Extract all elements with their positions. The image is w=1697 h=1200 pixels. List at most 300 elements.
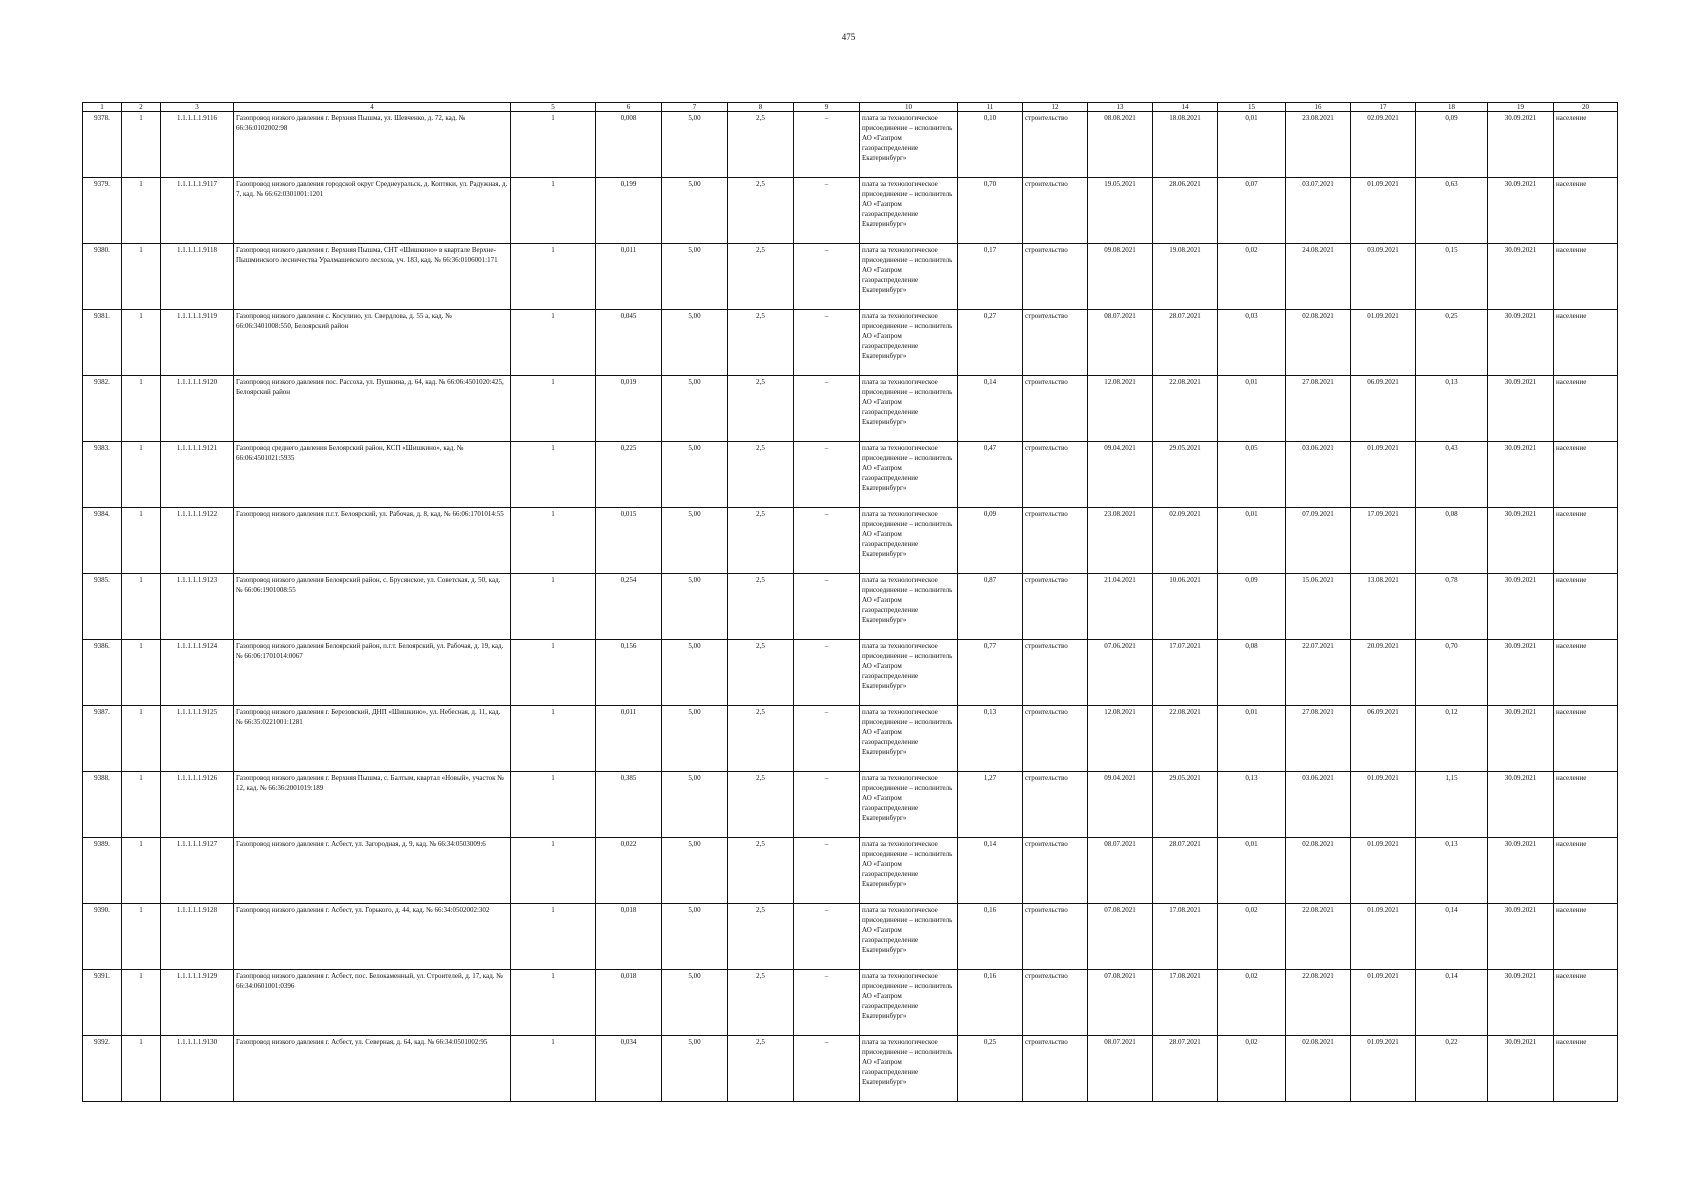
cell-consumer-category: население bbox=[1554, 772, 1618, 838]
cell-start-date: 07.08.2021 bbox=[1088, 904, 1153, 970]
cell-diameter: 2,5 bbox=[728, 1036, 794, 1102]
cell-capacity: – bbox=[794, 772, 860, 838]
cell-start-date: 07.08.2021 bbox=[1088, 970, 1153, 1036]
cell-diameter: 2,5 bbox=[728, 970, 794, 1036]
table-row bbox=[83, 1036, 1618, 1102]
cell-capacity: – bbox=[794, 112, 860, 178]
cell-design-cost: 0,01 bbox=[1218, 376, 1286, 442]
cell-construction-start: 03.06.2021 bbox=[1286, 772, 1351, 838]
cell-funding-source: плата за технологическое присоединение – исполнитель АО «Газпром газораспределение Екатеринбург» bbox=[860, 508, 958, 574]
cell-unit-count: 1 bbox=[511, 310, 596, 376]
column-header-18: 18 bbox=[1416, 103, 1488, 112]
cell-unit-count: 1 bbox=[511, 1036, 596, 1102]
cell-length-km: 0,018 bbox=[596, 970, 662, 1036]
cell-object-description: Газопровод низкого давления г. Асбест, ул. Горького, д. 44, кад. № 66:34:0502002:302 bbox=[234, 904, 511, 970]
cell-diameter: 2,5 bbox=[728, 706, 794, 772]
column-header-17: 17 bbox=[1351, 103, 1416, 112]
cell-object-code: 1.1.1.1.1.9128 bbox=[161, 904, 234, 970]
cell-funding-source: плата за технологическое присоединение – исполнитель АО «Газпром газораспределение Екатеринбург» bbox=[860, 574, 958, 640]
cell-funding-source: плата за технологическое присоединение – исполнитель АО «Газпром газораспределение Екатеринбург» bbox=[860, 904, 958, 970]
cell-quantity: 1 bbox=[122, 904, 161, 970]
table-row bbox=[83, 112, 1618, 178]
cell-capacity: – bbox=[794, 838, 860, 904]
cell-construction-cost: 0,78 bbox=[1416, 574, 1488, 640]
table-row bbox=[83, 310, 1618, 376]
cell-work-type: строительство bbox=[1023, 838, 1088, 904]
cell-row-number: 9392. bbox=[83, 1036, 122, 1102]
cell-work-type: строительство bbox=[1023, 178, 1088, 244]
cell-start-date: 08.07.2021 bbox=[1088, 1036, 1153, 1102]
cell-diameter: 2,5 bbox=[728, 310, 794, 376]
cell-work-type: строительство bbox=[1023, 376, 1088, 442]
cell-pressure: 5,00 bbox=[662, 376, 728, 442]
cell-pressure: 5,00 bbox=[662, 508, 728, 574]
cell-design-cost: 0,09 bbox=[1218, 574, 1286, 640]
cell-construction-start: 27.08.2021 bbox=[1286, 706, 1351, 772]
cell-quantity: 1 bbox=[122, 244, 161, 310]
cell-object-code: 1.1.1.1.1.9126 bbox=[161, 772, 234, 838]
cell-consumer-category: население bbox=[1554, 376, 1618, 442]
cell-construction-cost: 0,13 bbox=[1416, 838, 1488, 904]
cell-funding-source: плата за технологическое присоединение – исполнитель АО «Газпром газораспределение Екатеринбург» bbox=[860, 1036, 958, 1102]
cell-start-date: 09.08.2021 bbox=[1088, 244, 1153, 310]
cell-unit-count: 1 bbox=[511, 508, 596, 574]
cell-funding-source: плата за технологическое присоединение – исполнитель АО «Газпром газораспределение Екатеринбург» bbox=[860, 244, 958, 310]
cell-quantity: 1 bbox=[122, 838, 161, 904]
cell-consumer-category: население bbox=[1554, 112, 1618, 178]
cell-consumer-category: население bbox=[1554, 508, 1618, 574]
cell-end-date: 28.07.2021 bbox=[1153, 1036, 1218, 1102]
cell-pressure: 5,00 bbox=[662, 706, 728, 772]
cell-object-code: 1.1.1.1.1.9127 bbox=[161, 838, 234, 904]
cell-design-cost: 0,01 bbox=[1218, 112, 1286, 178]
cell-cost: 0,14 bbox=[958, 376, 1023, 442]
cell-end-date: 22.08.2021 bbox=[1153, 706, 1218, 772]
cell-capacity: – bbox=[794, 574, 860, 640]
cell-quantity: 1 bbox=[122, 508, 161, 574]
cell-object-description: Газопровод низкого давления г. Асбест, ул. Загородная, д. 9, кад. № 66:34:0503009:6 bbox=[234, 838, 511, 904]
cell-construction-cost: 0,14 bbox=[1416, 904, 1488, 970]
cell-construction-end: 01.09.2021 bbox=[1351, 904, 1416, 970]
cell-consumer-category: население bbox=[1554, 706, 1618, 772]
cell-funding-source: плата за технологическое присоединение – исполнитель АО «Газпром газораспределение Екатеринбург» bbox=[860, 112, 958, 178]
cell-end-date: 28.06.2021 bbox=[1153, 178, 1218, 244]
cell-consumer-category: население bbox=[1554, 574, 1618, 640]
cell-design-cost: 0,05 bbox=[1218, 442, 1286, 508]
cell-object-code: 1.1.1.1.1.9124 bbox=[161, 640, 234, 706]
cell-row-number: 9388. bbox=[83, 772, 122, 838]
cell-construction-end: 20.09.2021 bbox=[1351, 640, 1416, 706]
cell-work-type: строительство bbox=[1023, 904, 1088, 970]
cell-row-number: 9385. bbox=[83, 574, 122, 640]
cell-construction-cost: 0,43 bbox=[1416, 442, 1488, 508]
cell-unit-count: 1 bbox=[511, 376, 596, 442]
cell-length-km: 0,019 bbox=[596, 376, 662, 442]
cell-pressure: 5,00 bbox=[662, 574, 728, 640]
table-row bbox=[83, 376, 1618, 442]
cell-length-km: 0,008 bbox=[596, 112, 662, 178]
table-row bbox=[83, 442, 1618, 508]
cell-row-number: 9383. bbox=[83, 442, 122, 508]
cell-cost: 0,10 bbox=[958, 112, 1023, 178]
table-row bbox=[83, 772, 1618, 838]
cell-end-date: 19.08.2021 bbox=[1153, 244, 1218, 310]
cell-start-date: 08.08.2021 bbox=[1088, 112, 1153, 178]
cell-construction-cost: 0,08 bbox=[1416, 508, 1488, 574]
cell-cost: 0,77 bbox=[958, 640, 1023, 706]
cell-funding-source: плата за технологическое присоединение – исполнитель АО «Газпром газораспределение Екатеринбург» bbox=[860, 376, 958, 442]
cell-pressure: 5,00 bbox=[662, 838, 728, 904]
cell-work-type: строительство bbox=[1023, 574, 1088, 640]
cell-quantity: 1 bbox=[122, 442, 161, 508]
cell-length-km: 0,225 bbox=[596, 442, 662, 508]
cell-end-date: 29.05.2021 bbox=[1153, 442, 1218, 508]
cell-length-km: 0,034 bbox=[596, 1036, 662, 1102]
cell-work-type: строительство bbox=[1023, 706, 1088, 772]
column-header-7: 7 bbox=[662, 103, 728, 112]
cell-construction-cost: 0,25 bbox=[1416, 310, 1488, 376]
cell-diameter: 2,5 bbox=[728, 838, 794, 904]
cell-cost: 0,47 bbox=[958, 442, 1023, 508]
table-row bbox=[83, 970, 1618, 1036]
cell-object-code: 1.1.1.1.1.9119 bbox=[161, 310, 234, 376]
cell-end-date: 02.09.2021 bbox=[1153, 508, 1218, 574]
cell-start-date: 09.04.2021 bbox=[1088, 442, 1153, 508]
cell-capacity: – bbox=[794, 970, 860, 1036]
cell-funding-source: плата за технологическое присоединение – исполнитель АО «Газпром газораспределение Екатеринбург» bbox=[860, 970, 958, 1036]
cell-commissioning-date: 30.09.2021 bbox=[1488, 1036, 1554, 1102]
cell-design-cost: 0,01 bbox=[1218, 838, 1286, 904]
cell-quantity: 1 bbox=[122, 376, 161, 442]
cell-commissioning-date: 30.09.2021 bbox=[1488, 508, 1554, 574]
cell-quantity: 1 bbox=[122, 970, 161, 1036]
column-header-19: 19 bbox=[1488, 103, 1554, 112]
cell-construction-end: 01.09.2021 bbox=[1351, 442, 1416, 508]
cell-pressure: 5,00 bbox=[662, 640, 728, 706]
cell-commissioning-date: 30.09.2021 bbox=[1488, 574, 1554, 640]
cell-start-date: 19.05.2021 bbox=[1088, 178, 1153, 244]
cell-construction-end: 01.09.2021 bbox=[1351, 310, 1416, 376]
cell-funding-source: плата за технологическое присоединение – исполнитель АО «Газпром газораспределение Екатеринбург» bbox=[860, 706, 958, 772]
cell-start-date: 07.06.2021 bbox=[1088, 640, 1153, 706]
cell-consumer-category: население bbox=[1554, 970, 1618, 1036]
cell-length-km: 0,156 bbox=[596, 640, 662, 706]
cell-end-date: 29.05.2021 bbox=[1153, 772, 1218, 838]
cell-funding-source: плата за технологическое присоединение – исполнитель АО «Газпром газораспределение Екатеринбург» bbox=[860, 310, 958, 376]
cell-design-cost: 0,02 bbox=[1218, 1036, 1286, 1102]
page-number: 475 bbox=[841, 32, 856, 42]
cell-unit-count: 1 bbox=[511, 640, 596, 706]
cell-consumer-category: население bbox=[1554, 310, 1618, 376]
cell-object-description: Газопровод низкого давления г. Асбест, ул. Северная, д. 64, кад. № 66:34:0501002:95 bbox=[234, 1036, 511, 1102]
cell-start-date: 23.08.2021 bbox=[1088, 508, 1153, 574]
cell-pressure: 5,00 bbox=[662, 112, 728, 178]
cell-construction-cost: 0,22 bbox=[1416, 1036, 1488, 1102]
cell-object-description: Газопровод низкого давления г. Верхняя Пышма, с. Балтым, квартал «Новый», участок № 12, кад. № 66:36:2001019:189 bbox=[234, 772, 511, 838]
table-row bbox=[83, 244, 1618, 310]
cell-diameter: 2,5 bbox=[728, 574, 794, 640]
cell-construction-cost: 0,15 bbox=[1416, 244, 1488, 310]
cell-pressure: 5,00 bbox=[662, 970, 728, 1036]
cell-row-number: 9390. bbox=[83, 904, 122, 970]
cell-end-date: 28.07.2021 bbox=[1153, 838, 1218, 904]
cell-construction-start: 22.08.2021 bbox=[1286, 970, 1351, 1036]
cell-length-km: 0,022 bbox=[596, 838, 662, 904]
cell-diameter: 2,5 bbox=[728, 178, 794, 244]
cell-construction-end: 06.09.2021 bbox=[1351, 706, 1416, 772]
cell-capacity: – bbox=[794, 640, 860, 706]
cell-design-cost: 0,01 bbox=[1218, 508, 1286, 574]
cell-construction-cost: 0,09 bbox=[1416, 112, 1488, 178]
cell-cost: 0,87 bbox=[958, 574, 1023, 640]
cell-cost: 0,16 bbox=[958, 970, 1023, 1036]
cell-construction-end: 17.09.2021 bbox=[1351, 508, 1416, 574]
cell-consumer-category: население bbox=[1554, 838, 1618, 904]
cell-start-date: 12.08.2021 bbox=[1088, 706, 1153, 772]
table-row bbox=[83, 838, 1618, 904]
table-row bbox=[83, 508, 1618, 574]
cell-capacity: – bbox=[794, 178, 860, 244]
column-header-12: 12 bbox=[1023, 103, 1088, 112]
cell-construction-cost: 0,12 bbox=[1416, 706, 1488, 772]
cell-commissioning-date: 30.09.2021 bbox=[1488, 112, 1554, 178]
cell-work-type: строительство bbox=[1023, 244, 1088, 310]
cell-commissioning-date: 30.09.2021 bbox=[1488, 244, 1554, 310]
cell-funding-source: плата за технологическое присоединение – исполнитель АО «Газпром газораспределение Екатеринбург» bbox=[860, 772, 958, 838]
cell-quantity: 1 bbox=[122, 1036, 161, 1102]
cell-cost: 0,13 bbox=[958, 706, 1023, 772]
cell-unit-count: 1 bbox=[511, 772, 596, 838]
cell-funding-source: плата за технологическое присоединение – исполнитель АО «Газпром газораспределение Екатеринбург» bbox=[860, 640, 958, 706]
cell-construction-end: 01.09.2021 bbox=[1351, 1036, 1416, 1102]
cell-consumer-category: население bbox=[1554, 640, 1618, 706]
cell-length-km: 0,015 bbox=[596, 508, 662, 574]
cell-cost: 0,25 bbox=[958, 1036, 1023, 1102]
cell-length-km: 0,254 bbox=[596, 574, 662, 640]
cell-quantity: 1 bbox=[122, 310, 161, 376]
cell-construction-end: 02.09.2021 bbox=[1351, 112, 1416, 178]
cell-consumer-category: население bbox=[1554, 1036, 1618, 1102]
cell-capacity: – bbox=[794, 244, 860, 310]
cell-row-number: 9391. bbox=[83, 970, 122, 1036]
cell-object-description: Газопровод низкого давления пос. Рассоха, ул. Пушкина, д. 64, кад. № 66:06:4501020:425, Белоярский район bbox=[234, 376, 511, 442]
cell-object-code: 1.1.1.1.1.9123 bbox=[161, 574, 234, 640]
table-body bbox=[83, 112, 1618, 1102]
cell-diameter: 2,5 bbox=[728, 376, 794, 442]
cell-construction-start: 24.08.2021 bbox=[1286, 244, 1351, 310]
cell-cost: 1,27 bbox=[958, 772, 1023, 838]
cell-end-date: 17.07.2021 bbox=[1153, 640, 1218, 706]
cell-quantity: 1 bbox=[122, 178, 161, 244]
column-number-row bbox=[83, 103, 1618, 112]
column-header-14: 14 bbox=[1153, 103, 1218, 112]
cell-object-description: Газопровод низкого давления Белоярский район, с. Брусянское, ул. Советская, д. 50, кад. № 66:06:1901008:55 bbox=[234, 574, 511, 640]
cell-capacity: – bbox=[794, 904, 860, 970]
cell-start-date: 12.08.2021 bbox=[1088, 376, 1153, 442]
cell-cost: 0,70 bbox=[958, 178, 1023, 244]
cell-design-cost: 0,02 bbox=[1218, 904, 1286, 970]
cell-construction-end: 01.09.2021 bbox=[1351, 838, 1416, 904]
cell-design-cost: 0,02 bbox=[1218, 244, 1286, 310]
cell-start-date: 08.07.2021 bbox=[1088, 838, 1153, 904]
cell-construction-start: 07.09.2021 bbox=[1286, 508, 1351, 574]
cell-consumer-category: население bbox=[1554, 244, 1618, 310]
cell-object-description: Газопровод низкого давления п.г.т. Белоярский, ул. Рабочая, д. 8, кад. № 66:06:1701014:55 bbox=[234, 508, 511, 574]
cell-start-date: 09.04.2021 bbox=[1088, 772, 1153, 838]
cell-object-code: 1.1.1.1.1.9120 bbox=[161, 376, 234, 442]
cell-row-number: 9382. bbox=[83, 376, 122, 442]
cell-length-km: 0,385 bbox=[596, 772, 662, 838]
cell-funding-source: плата за технологическое присоединение – исполнитель АО «Газпром газораспределение Екатеринбург» bbox=[860, 178, 958, 244]
cell-construction-end: 01.09.2021 bbox=[1351, 178, 1416, 244]
cell-quantity: 1 bbox=[122, 112, 161, 178]
cell-start-date: 21.04.2021 bbox=[1088, 574, 1153, 640]
cell-work-type: строительство bbox=[1023, 442, 1088, 508]
cell-diameter: 2,5 bbox=[728, 904, 794, 970]
column-header-3: 3 bbox=[161, 103, 234, 112]
cell-commissioning-date: 30.09.2021 bbox=[1488, 640, 1554, 706]
cell-unit-count: 1 bbox=[511, 574, 596, 640]
cell-length-km: 0,199 bbox=[596, 178, 662, 244]
cell-row-number: 9380. bbox=[83, 244, 122, 310]
cell-end-date: 17.08.2021 bbox=[1153, 904, 1218, 970]
cell-commissioning-date: 30.09.2021 bbox=[1488, 706, 1554, 772]
cell-construction-cost: 1,15 bbox=[1416, 772, 1488, 838]
cell-cost: 0,14 bbox=[958, 838, 1023, 904]
table-row bbox=[83, 904, 1618, 970]
cell-commissioning-date: 30.09.2021 bbox=[1488, 178, 1554, 244]
cell-end-date: 28.07.2021 bbox=[1153, 310, 1218, 376]
investment-program-table bbox=[82, 102, 1618, 1102]
column-header-8: 8 bbox=[728, 103, 794, 112]
column-header-16: 16 bbox=[1286, 103, 1351, 112]
cell-work-type: строительство bbox=[1023, 112, 1088, 178]
cell-diameter: 2,5 bbox=[728, 244, 794, 310]
cell-construction-end: 06.09.2021 bbox=[1351, 376, 1416, 442]
cell-funding-source: плата за технологическое присоединение – исполнитель АО «Газпром газораспределение Екатеринбург» bbox=[860, 838, 958, 904]
cell-commissioning-date: 30.09.2021 bbox=[1488, 838, 1554, 904]
cell-design-cost: 0,07 bbox=[1218, 178, 1286, 244]
cell-end-date: 18.08.2021 bbox=[1153, 112, 1218, 178]
cell-design-cost: 0,01 bbox=[1218, 706, 1286, 772]
cell-pressure: 5,00 bbox=[662, 772, 728, 838]
cell-object-description: Газопровод низкого давления г. Березовский, ДНП «Шишкино», ул. Небесная, д. 11, кад. № 66:35:0221001:1281 bbox=[234, 706, 511, 772]
cell-commissioning-date: 30.09.2021 bbox=[1488, 310, 1554, 376]
cell-construction-start: 02.08.2021 bbox=[1286, 1036, 1351, 1102]
cell-unit-count: 1 bbox=[511, 904, 596, 970]
cell-unit-count: 1 bbox=[511, 706, 596, 772]
cell-end-date: 10.06.2021 bbox=[1153, 574, 1218, 640]
cell-pressure: 5,00 bbox=[662, 1036, 728, 1102]
cell-pressure: 5,00 bbox=[662, 442, 728, 508]
cell-row-number: 9386. bbox=[83, 640, 122, 706]
cell-object-code: 1.1.1.1.1.9116 bbox=[161, 112, 234, 178]
cell-construction-end: 01.09.2021 bbox=[1351, 970, 1416, 1036]
column-header-1: 1 bbox=[83, 103, 122, 112]
cell-length-km: 0,018 bbox=[596, 904, 662, 970]
column-header-2: 2 bbox=[122, 103, 161, 112]
table-row bbox=[83, 574, 1618, 640]
cell-work-type: строительство bbox=[1023, 310, 1088, 376]
cell-work-type: строительство bbox=[1023, 772, 1088, 838]
cell-commissioning-date: 30.09.2021 bbox=[1488, 904, 1554, 970]
cell-end-date: 17.08.2021 bbox=[1153, 970, 1218, 1036]
cell-object-code: 1.1.1.1.1.9117 bbox=[161, 178, 234, 244]
cell-pressure: 5,00 bbox=[662, 178, 728, 244]
cell-row-number: 9381. bbox=[83, 310, 122, 376]
cell-row-number: 9387. bbox=[83, 706, 122, 772]
cell-work-type: строительство bbox=[1023, 508, 1088, 574]
cell-construction-cost: 0,70 bbox=[1416, 640, 1488, 706]
cell-object-description: Газопровод низкого давления г. Асбест, пос. Белокаменный, ул. Строителей, д. 17, кад. № 66:34:0601001:0396 bbox=[234, 970, 511, 1036]
cell-cost: 0,27 bbox=[958, 310, 1023, 376]
cell-consumer-category: население bbox=[1554, 904, 1618, 970]
cell-object-description: Газопровод низкого давления с. Косулино, ул. Свердлова, д. 55 а, кад. № 66:06:3401008:550, Белоярский район bbox=[234, 310, 511, 376]
cell-unit-count: 1 bbox=[511, 838, 596, 904]
cell-commissioning-date: 30.09.2021 bbox=[1488, 970, 1554, 1036]
cell-object-description: Газопровод низкого давления Белоярский район, п.г.т. Белоярский, ул. Рабочая, д. 19, кад. № 66:06:1701014:0067 bbox=[234, 640, 511, 706]
cell-construction-start: 23.08.2021 bbox=[1286, 112, 1351, 178]
cell-construction-start: 02.08.2021 bbox=[1286, 838, 1351, 904]
column-header-5: 5 bbox=[511, 103, 596, 112]
cell-design-cost: 0,13 bbox=[1218, 772, 1286, 838]
cell-object-code: 1.1.1.1.1.9130 bbox=[161, 1036, 234, 1102]
cell-construction-start: 03.07.2021 bbox=[1286, 178, 1351, 244]
cell-unit-count: 1 bbox=[511, 244, 596, 310]
cell-object-code: 1.1.1.1.1.9121 bbox=[161, 442, 234, 508]
cell-work-type: строительство bbox=[1023, 1036, 1088, 1102]
cell-unit-count: 1 bbox=[511, 178, 596, 244]
cell-pressure: 5,00 bbox=[662, 310, 728, 376]
cell-start-date: 08.07.2021 bbox=[1088, 310, 1153, 376]
cell-diameter: 2,5 bbox=[728, 112, 794, 178]
cell-row-number: 9384. bbox=[83, 508, 122, 574]
cell-pressure: 5,00 bbox=[662, 904, 728, 970]
cell-construction-start: 27.08.2021 bbox=[1286, 376, 1351, 442]
cell-cost: 0,17 bbox=[958, 244, 1023, 310]
table-row bbox=[83, 640, 1618, 706]
cell-diameter: 2,5 bbox=[728, 442, 794, 508]
cell-row-number: 9379. bbox=[83, 178, 122, 244]
cell-quantity: 1 bbox=[122, 640, 161, 706]
cell-design-cost: 0,08 bbox=[1218, 640, 1286, 706]
cell-construction-start: 03.06.2021 bbox=[1286, 442, 1351, 508]
cell-design-cost: 0,02 bbox=[1218, 970, 1286, 1036]
cell-row-number: 9389. bbox=[83, 838, 122, 904]
cell-quantity: 1 bbox=[122, 706, 161, 772]
cell-commissioning-date: 30.09.2021 bbox=[1488, 376, 1554, 442]
cell-pressure: 5,00 bbox=[662, 244, 728, 310]
cell-construction-end: 03.09.2021 bbox=[1351, 244, 1416, 310]
cell-object-code: 1.1.1.1.1.9118 bbox=[161, 244, 234, 310]
cell-object-description: Газопровод низкого давления г. Верхняя Пышма, СНТ «Шишкино» в квартале Верхне-Пышминского лесничества Уралмашевского лесхоза, уч. 183, кад. № 66:36:0106001:171 bbox=[234, 244, 511, 310]
cell-object-description: Газопровод среднего давления Белоярский район, КСП «Шишкино», кад. № 66:06:4501021:5935 bbox=[234, 442, 511, 508]
cell-unit-count: 1 bbox=[511, 442, 596, 508]
cell-quantity: 1 bbox=[122, 574, 161, 640]
cell-end-date: 22.08.2021 bbox=[1153, 376, 1218, 442]
cell-object-description: Газопровод низкого давления г. Верхняя Пышма, ул. Шевченко, д. 72, кад. № 66:36:0102002:98 bbox=[234, 112, 511, 178]
cell-commissioning-date: 30.09.2021 bbox=[1488, 772, 1554, 838]
cell-unit-count: 1 bbox=[511, 112, 596, 178]
cell-diameter: 2,5 bbox=[728, 772, 794, 838]
cell-cost: 0,09 bbox=[958, 508, 1023, 574]
cell-construction-start: 02.08.2021 bbox=[1286, 310, 1351, 376]
cell-capacity: – bbox=[794, 442, 860, 508]
cell-quantity: 1 bbox=[122, 772, 161, 838]
cell-construction-cost: 0,63 bbox=[1416, 178, 1488, 244]
cell-object-code: 1.1.1.1.1.9122 bbox=[161, 508, 234, 574]
cell-construction-cost: 0,13 bbox=[1416, 376, 1488, 442]
